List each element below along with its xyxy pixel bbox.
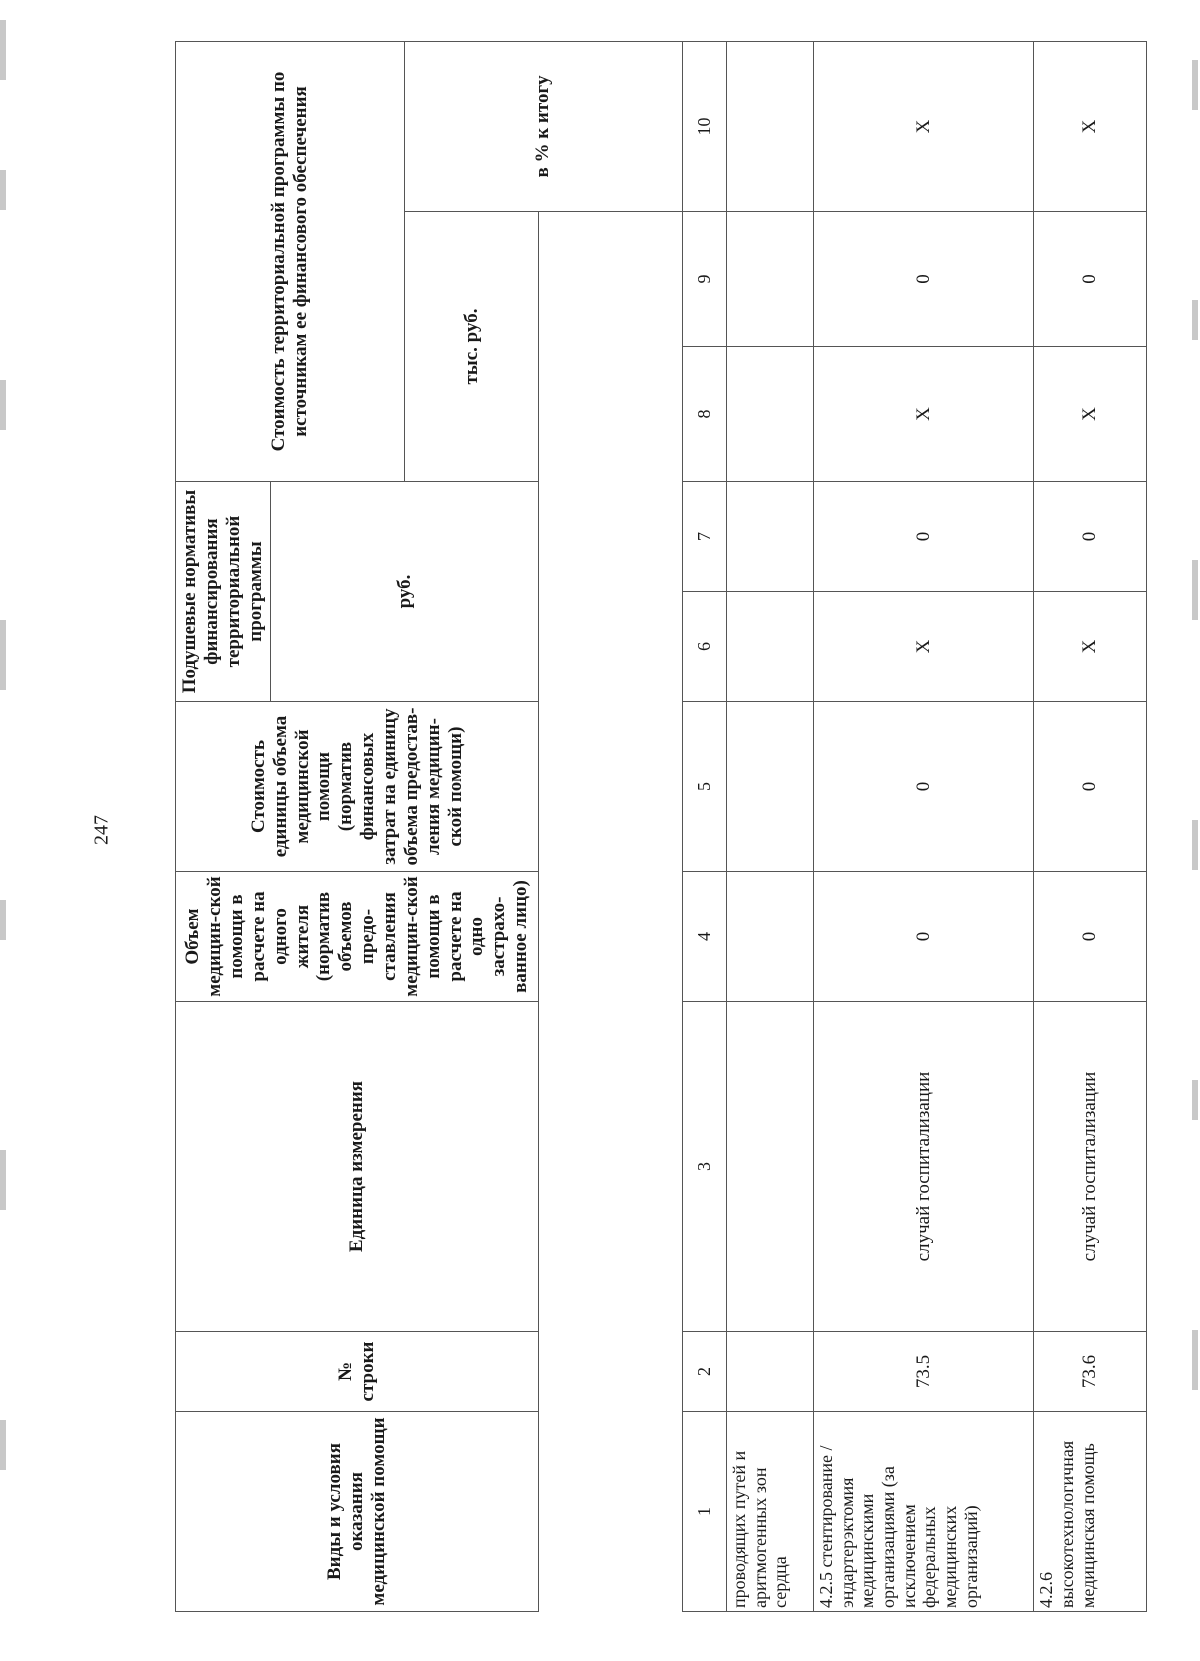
header-col5: Стоимость единицы объема медицинской помощи (норматив финансовых затрат на единицу объема предостав-ления медицин-ской помощи) — [176, 702, 539, 872]
row-c8: Х — [813, 347, 1033, 482]
row-c6: Х — [1034, 592, 1147, 702]
page-number: 247 — [90, 815, 113, 845]
row-c5: 0 — [813, 702, 1033, 872]
row-name: проводящих путей и аритмогенных зон сердца — [726, 1412, 813, 1612]
column-number: 2 — [682, 1332, 726, 1412]
row-c4: 0 — [813, 872, 1033, 1002]
header-cost-group: Стоимость территориальной программы по источникам ее финансового обеспечения — [176, 41, 405, 481]
column-number: 1 — [682, 1412, 726, 1612]
financing-table — [175, 41, 1147, 1612]
row-c7: 0 — [813, 482, 1033, 592]
row-unit: случай госпитализации — [813, 1002, 1033, 1332]
row-line — [726, 1332, 813, 1412]
header-per-capita-group: Подушевые нормативы финансирования территориальной программы — [176, 482, 271, 702]
column-numbers-row — [682, 41, 726, 1611]
header-col3: Единица измерения — [176, 1002, 539, 1332]
row-line: 73.5 — [813, 1332, 1033, 1412]
row-c5 — [726, 702, 813, 872]
row-c4 — [726, 872, 813, 1002]
header-col1: Виды и условия оказания медицинской помощи — [176, 1412, 539, 1612]
column-number: 6 — [682, 592, 726, 702]
header-thous-rub: тыс. руб. — [404, 212, 538, 482]
row-c10 — [726, 41, 813, 211]
row-c7: 0 — [1034, 482, 1147, 592]
row-c8: Х — [1034, 347, 1147, 482]
row-c5: 0 — [1034, 702, 1147, 872]
column-number: 8 — [682, 347, 726, 482]
header-col2: № строки — [176, 1332, 539, 1412]
column-number: 5 — [682, 702, 726, 872]
row-c9 — [726, 212, 813, 347]
row-unit — [726, 1002, 813, 1332]
header-col4: Объем медицин-ской помощи в расчете на одного жителя (норматив объемов предо-ставления медицин-ской помощи в расчете на одно застрахо-ванное лицо) — [176, 872, 539, 1002]
column-number: 3 — [682, 1002, 726, 1332]
column-number: 10 — [682, 41, 726, 211]
table-row — [1034, 41, 1147, 1611]
right-scan-edge — [1192, 0, 1200, 1661]
row-c4: 0 — [1034, 872, 1147, 1002]
header-rub: руб. — [270, 482, 539, 702]
row-c10: Х — [813, 41, 1033, 211]
row-name: 4.2.6 высокотехнологичная медицинская помощь — [1034, 1412, 1147, 1612]
row-c7 — [726, 482, 813, 592]
column-number: 4 — [682, 872, 726, 1002]
column-number: 7 — [682, 482, 726, 592]
row-c8 — [726, 347, 813, 482]
column-number: 9 — [682, 212, 726, 347]
row-c10: Х — [1034, 41, 1147, 211]
row-c6 — [726, 592, 813, 702]
table-row — [813, 41, 1033, 1611]
row-c9: 0 — [1034, 212, 1147, 347]
row-c9: 0 — [813, 212, 1033, 347]
row-unit: случай госпитализации — [1034, 1002, 1147, 1332]
left-scan-edge — [0, 0, 8, 1661]
table-row — [726, 41, 813, 1611]
row-c6: Х — [813, 592, 1033, 702]
row-name: 4.2.5 стентирование / эндартерэктомия медицинскими организациями (за исключением федеральных медицинских организаций) — [813, 1412, 1033, 1612]
rotated-table-container — [175, 42, 1147, 1612]
header-col10: в % к итогу — [404, 41, 682, 211]
row-line: 73.6 — [1034, 1332, 1147, 1412]
